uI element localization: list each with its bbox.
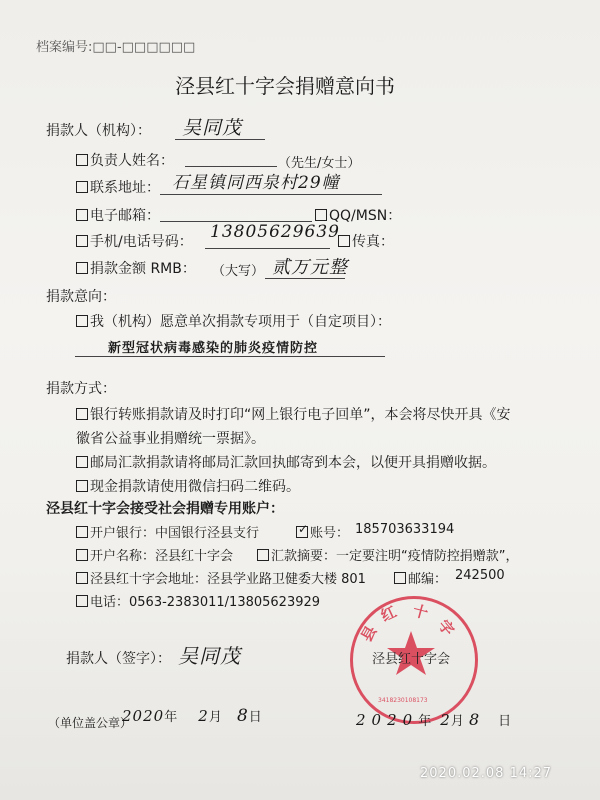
date-right-year-unit: 年 <box>418 714 432 729</box>
address-underline <box>160 194 382 195</box>
method-bank-line2: 徽省公益事业捐赠统一票据》。 <box>76 431 265 447</box>
date-left-day: 8 <box>236 706 249 726</box>
amount-label: 捐款金额 RMB： <box>90 261 196 277</box>
phone-checkbox[interactable] <box>76 235 88 247</box>
account-address <box>76 568 366 587</box>
address-label: 联系地址： <box>90 180 160 196</box>
contact-person-underline <box>185 166 277 167</box>
address-checkbox[interactable] <box>76 181 88 193</box>
date-right-month-unit: 月 <box>450 714 464 729</box>
contact-person-checkbox[interactable] <box>76 154 88 166</box>
account-bank-checkbox[interactable] <box>76 526 88 538</box>
seal-note: （单位盖公章） <box>48 716 133 730</box>
account-number-checkbox[interactable] <box>296 522 309 538</box>
seal-org-name: 泾县红十字会 <box>372 652 451 667</box>
date-left-month: 2 <box>198 707 209 725</box>
signature-label: 捐款人（签字）： <box>66 651 171 667</box>
fax-row <box>338 231 394 251</box>
phone-underline <box>205 248 330 249</box>
photo-timestamp: 2020.02.08 14:27 <box>420 766 553 781</box>
account-name-checkbox[interactable] <box>76 549 88 561</box>
account-name-text: 开户名称：泾县红十字会 <box>90 549 234 564</box>
donor-value: 吴同茂 <box>182 117 243 139</box>
date-left <box>122 706 262 726</box>
methods-heading: 捐款方式： <box>46 381 116 397</box>
account-remit-checkbox[interactable] <box>257 549 269 561</box>
intent-option <box>76 311 391 331</box>
fax-checkbox[interactable] <box>338 235 350 247</box>
document-title: 泾县红十字会捐赠意向书 <box>175 74 395 98</box>
archive-number: 档案编号:□□-□□□□□□ <box>36 40 196 55</box>
account-address-text: 泾县红十字会地址：泾县学业路卫健委大楼 801 <box>90 572 366 587</box>
fax-label: 传真： <box>352 234 394 250</box>
method-post-text: 邮局汇款捐款请将邮局汇款回执邮寄到本会，以便开具捐赠收据。 <box>90 455 496 471</box>
amount-value: 贰万元整 <box>272 257 348 278</box>
donor-underline <box>175 139 265 140</box>
intent-option-text: 我（机构）愿意单次捐款专项用于（自定项目）： <box>90 314 391 330</box>
signature-value: 吴同茂 <box>178 644 241 668</box>
address-value: 石星镇同西泉村29幢 <box>172 173 340 193</box>
account-number-value: 185703633194 <box>355 522 455 537</box>
account-zip <box>394 568 447 587</box>
account-bank <box>76 522 259 541</box>
method-bank-checkbox[interactable] <box>76 408 88 420</box>
intent-underline <box>75 356 385 357</box>
amount-capital-label: （大写） <box>212 264 265 279</box>
method-post-checkbox[interactable] <box>76 456 88 468</box>
account-zip-label: 邮编： <box>408 572 448 587</box>
seal-char-4: 字 <box>434 616 458 640</box>
method-bank-text: 银行转账捐款请及时打印“网上银行电子回单”，本会将尽快开具《安 <box>90 407 511 423</box>
account-phone-checkbox[interactable] <box>76 595 88 607</box>
date-right-day: 8 <box>468 710 481 729</box>
amount-underline <box>265 278 345 279</box>
donor-label: 捐款人（机构）： <box>46 123 151 139</box>
qq-checkbox[interactable] <box>315 209 327 221</box>
account-number <box>296 522 349 541</box>
date-right-day-unit: 日 <box>498 714 512 729</box>
method-cash-text: 现金捐款请使用微信扫码二维码。 <box>90 479 300 495</box>
amount-row <box>76 258 196 278</box>
contact-person-suffix: （先生/女士） <box>278 156 361 171</box>
account-phone <box>76 591 320 610</box>
date-left-month-unit: 月 <box>208 710 222 725</box>
date-left-year: 2020 <box>122 707 165 725</box>
check-mark-icon: ✓ <box>298 522 309 536</box>
date-right-month: 2 <box>440 711 451 729</box>
seal-char-1: 县 <box>357 622 381 645</box>
address-row <box>76 177 160 197</box>
account-address-checkbox[interactable] <box>76 572 88 584</box>
account-bank-text: 开户银行：中国银行泾县支行 <box>90 526 260 541</box>
contact-person-row <box>76 150 174 170</box>
email-row <box>76 205 160 225</box>
account-remit-text: 汇款摘要：一定要注明“疫情防控捐赠款”， <box>271 549 519 564</box>
phone-row <box>76 231 193 251</box>
date-left-year-unit: 年 <box>164 710 178 725</box>
date-right <box>356 710 511 729</box>
date-left-day-unit: 日 <box>248 710 262 725</box>
account-number-label: 账号： <box>310 526 350 541</box>
intent-project: 新型冠状病毒感染的肺炎疫情防控 <box>108 341 319 356</box>
date-right-year: 2020 <box>356 711 419 729</box>
method-cash <box>76 476 300 496</box>
method-bank <box>76 404 511 424</box>
account-zip-value: 242500 <box>455 568 505 583</box>
seal-number: 3418230108173 <box>378 697 428 704</box>
method-post <box>76 452 496 472</box>
seal-char-2: 红 <box>378 602 400 626</box>
account-remit <box>257 545 518 564</box>
account-heading: 泾县红十字会接受社会捐赠专用账户： <box>46 501 284 517</box>
method-cash-checkbox[interactable] <box>76 480 88 492</box>
seal-char-3: 十 <box>410 601 430 623</box>
intent-checkbox[interactable] <box>76 315 88 327</box>
account-zip-checkbox[interactable] <box>394 572 406 584</box>
phone-label: 手机/电话号码： <box>90 234 193 250</box>
amount-checkbox[interactable] <box>76 262 88 274</box>
intent-heading: 捐款意向： <box>46 289 116 305</box>
contact-person-label: 负责人姓名： <box>90 153 174 169</box>
account-name <box>76 545 233 564</box>
account-phone-text: 电话：0563-2383011/13805623929 <box>90 595 321 610</box>
phone-value: 13805629639 <box>210 222 340 242</box>
email-label: 电子邮箱： <box>90 208 160 224</box>
email-checkbox[interactable] <box>76 209 88 221</box>
qq-label: QQ/MSN： <box>329 208 402 224</box>
